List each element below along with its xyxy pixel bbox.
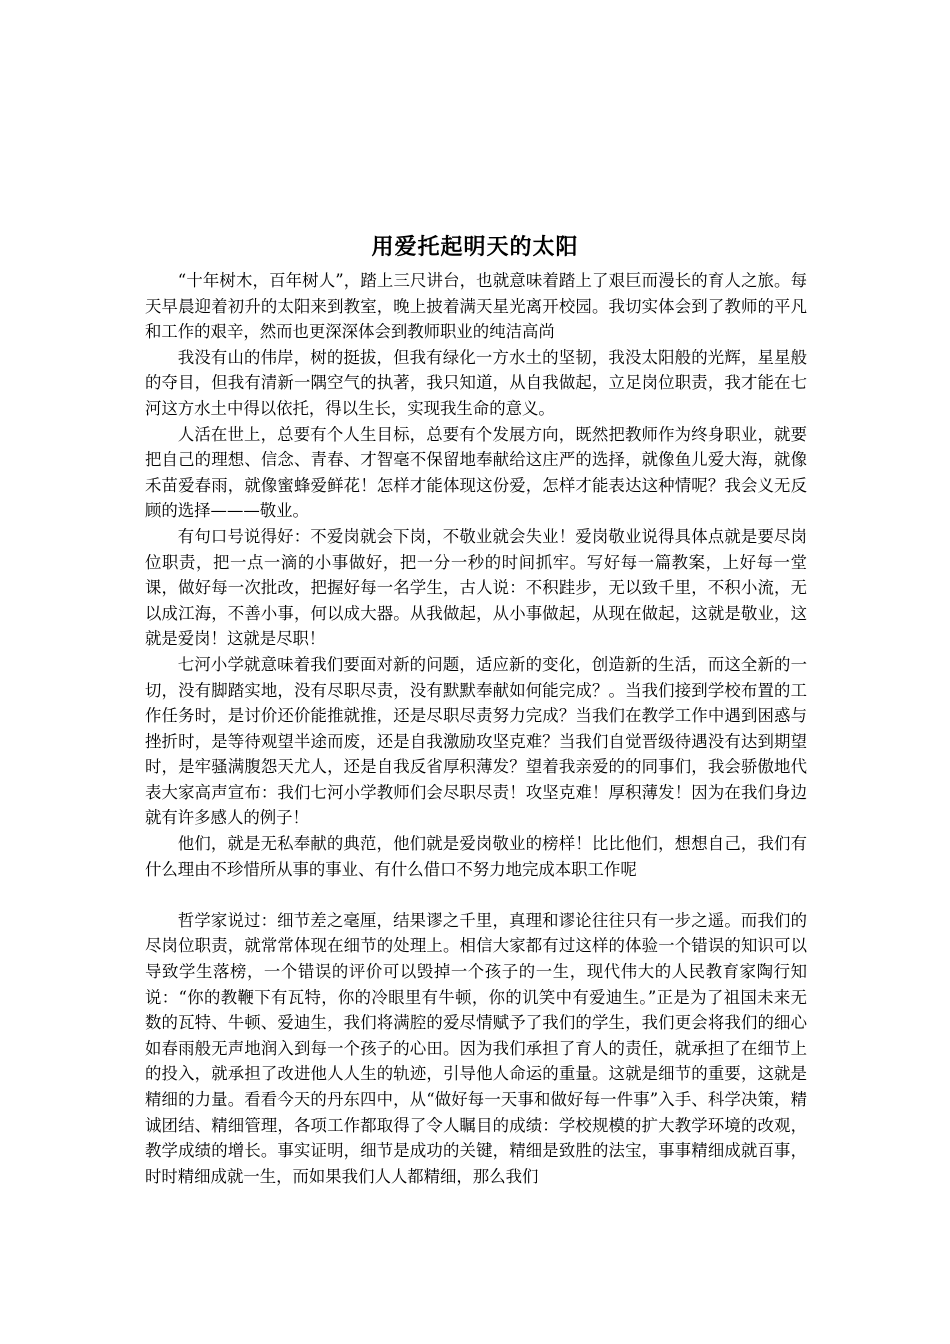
document-title: 用爱托起明天的太阳 bbox=[371, 235, 579, 260]
paragraph-1: “十年树木，百年树人”，踏上三尺讲台，也就意味着踏上了艰巨而漫长的育人之旅。每天早晨迎着初升的太阳来到教室，晚上披着满天星光离开校园。我切实体会到了教师的平凡和工作的艰辛，然而也更深深体会到教师职业的纯洁高尚 bbox=[145, 271, 807, 342]
paragraph-7: 哲学家说过：细节差之毫厘，结果谬之千里，真理和谬论往往只有一步之遥。而我们的尽岗位职责，就常常体现在细节的处理上。相信大家都有过这样的体验一个错误的知识可以导致学生落榜，一个错误的评价可以毁掉一个孩子的一生，现代伟大的人民教育家陶行知说：“你的教鞭下有瓦特，你的冷眼里有牛顿，你的讥笑中有爱迪生。”正是为了祖国未来无数的瓦特、牛顿、爱迪生，我们将满腔的爱尽情赋予了我们的学生，我们更会将我们的细心如春雨般无声地润入到每一个孩子的心田。因为我们承担了育人的责任，就承担了在细节上的投入，就承担了改进他人人生的轨迹，引导他人命运的重量。这就是细节的重要，这就是精细的力量。看看今天的丹东四中，从“做好每一天事和做好每一件事”入手、科学决策，精诚团结、精细管理，各项工作都取得了令人瞩目的成绩：学校规模的扩大教学环境的改观，教学成绩的增长。事实证明，细节是成功的关键，精细是致胜的法宝，事事精细成就百事，时时精细成就一生，而如果我们人人都精细，那么我们 bbox=[145, 910, 807, 1186]
paragraph-2: 我没有山的伟岸，树的挺拔，但我有绿化一方水土的坚韧，我没太阳般的光辉，星星般的夺目，但我有清新一隅空气的执著，我只知道，从自我做起，立足岗位职责，我才能在七河这方水土中得以依托，得以生长，实现我生命的意义。 bbox=[145, 347, 807, 418]
paragraph-5: 七河小学就意味着我们要面对新的问题，适应新的变化，创造新的生活，而这全新的一切，没有脚踏实地，没有尽职尽责，没有默默奉献如何能完成？。当我们接到学校布置的工作任务时，是讨价还价能推就推，还是尽职尽责努力完成？当我们在教学工作中遇到困惑与挫折时，是等待观望半途而废，还是自我激励攻坚克难？当我们自觉晋级待遇没有达到期望时，是牢骚满腹怨天尤人，还是自我反省厚积薄发？望着我亲爱的的同事们，我会骄傲地代表大家高声宣布：我们七河小学教师们会尽职尽责！攻坚克难！厚积薄发！因为在我们身边就有许多感人的例子！ bbox=[145, 654, 807, 828]
paragraph-6: 他们，就是无私奉献的典范，他们就是爱岗敬业的榜样！比比他们，想想自己，我们有什么理由不珍惜所从事的事业、有什么借口不努力地完成本职工作呢 bbox=[145, 834, 807, 879]
paragraph-4: 有句口号说得好：不爱岗就会下岗，不敬业就会失业！爱岗敬业说得具体点就是要尽岗位职责，把一点一滴的小事做好，把一分一秒的时间抓牢。写好每一篇教案，上好每一堂课，做好每一次批改，把握好每一名学生，古人说：不积跬步，无以致千里，不积小流，无以成江海，不善小事，何以成大器。从我做起，从小事做起，从现在做起，这就是敬业，这就是爱岗！这就是尽职！ bbox=[145, 526, 807, 649]
document-body bbox=[145, 268, 807, 1189]
paragraph-3: 人活在世上，总要有个人生目标，总要有个发展方向，既然把教师作为终身职业，就要把自己的理想、信念、青春、才智毫不保留地奉献给这庄严的选择，就像鱼儿爱大海，就像禾苗爱春雨，就像蜜蜂爱鲜花！怎样才能体现这份爱，怎样才能表达这种情呢？我会义无反顾的选择———敬业。 bbox=[145, 424, 807, 521]
